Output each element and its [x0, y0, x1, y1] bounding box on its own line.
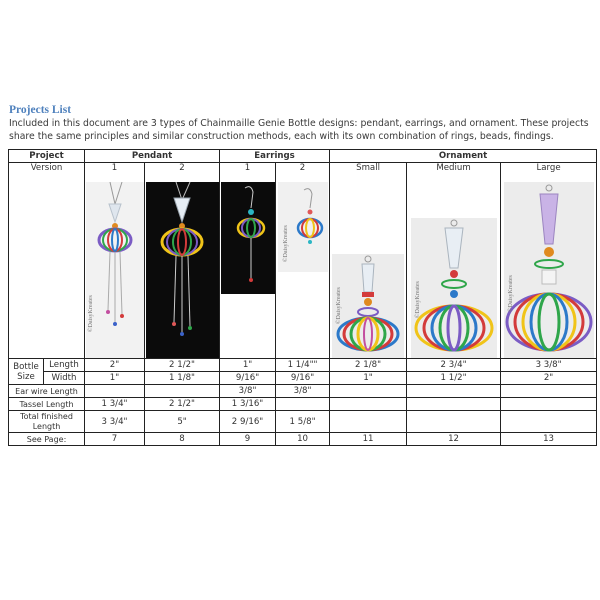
pendant-header: Pendant: [85, 150, 220, 163]
size-label: Size: [17, 371, 35, 382]
photo-cell-medium: [407, 175, 501, 359]
version-pendant-1: 1: [85, 163, 145, 176]
version-large: Large: [501, 163, 597, 176]
total-cell: [407, 411, 501, 433]
pendant-1-photo: [86, 182, 144, 358]
header-row: [9, 150, 597, 163]
watermark: ©DaisyKreates: [87, 295, 94, 332]
see-page-cell: 10: [276, 433, 330, 446]
watermark: ©DaisyKreates: [414, 281, 421, 318]
project-header: Project: [9, 150, 85, 163]
ear-wire-cell: [145, 385, 220, 398]
width-cell: 9/16": [220, 372, 276, 385]
version-small: Small: [330, 163, 407, 176]
length-cell: 2": [85, 359, 145, 372]
tassel-cell: 1 3/4": [85, 398, 145, 411]
ear-wire-cell: [85, 385, 145, 398]
see-page-cell: 11: [330, 433, 407, 446]
see-page-label: See Page:: [9, 433, 85, 446]
version-earrings-1: 1: [220, 163, 276, 176]
version-label: Version: [9, 163, 85, 359]
ear-wire-cell: 3/8": [276, 385, 330, 398]
total-cell: 5": [145, 411, 220, 433]
width-label: Width: [44, 372, 85, 385]
width-cell: 1": [330, 372, 407, 385]
intro-paragraph: Included in this document are 3 types of Chainmaille Genie Bottle designs: pendant, earrings, and ornament. These projects share the same principles and similar construction methods, each with its own combination of rings, beads, findings.: [9, 118, 589, 142]
pendant-2-photo: [146, 182, 219, 358]
total-cell: 1 5/8": [276, 411, 330, 433]
document-page: [8, 104, 596, 446]
version-medium: Medium: [407, 163, 501, 176]
projects-table: [8, 149, 597, 446]
photo-cell-pendant-1: [85, 175, 145, 359]
ear-wire-cell: [501, 385, 597, 398]
tassel-cell: [330, 398, 407, 411]
width-cell: 2": [501, 372, 597, 385]
photo-cell-earrings-2: [276, 175, 330, 359]
width-cell: 1 1/2": [407, 372, 501, 385]
see-page-cell: 9: [220, 433, 276, 446]
see-page-cell: 8: [145, 433, 220, 446]
ear-wire-cell: [407, 385, 501, 398]
photo-row: [9, 175, 597, 359]
ear-wire-cell: [330, 385, 407, 398]
width-cell: 9/16": [276, 372, 330, 385]
length-cell: 2 1/2": [145, 359, 220, 372]
ear-wire-row: [9, 385, 597, 398]
tassel-cell: [276, 398, 330, 411]
total-row: [9, 411, 597, 433]
bottle-size-label: [9, 359, 44, 385]
see-page-cell: 7: [85, 433, 145, 446]
ornament-large-photo: [504, 182, 594, 358]
length-cell: 1 1/4"": [276, 359, 330, 372]
watermark: ©DaisyKreates: [282, 225, 289, 262]
photo-cell-pendant-2: [145, 175, 220, 359]
total-cell: [501, 411, 597, 433]
tassel-cell: [501, 398, 597, 411]
tassel-cell: 1 3/16": [220, 398, 276, 411]
see-page-row: [9, 433, 597, 446]
length-cell: 1": [220, 359, 276, 372]
see-page-cell: 13: [501, 433, 597, 446]
length-cell: 3 3/8": [501, 359, 597, 372]
width-row: [9, 372, 597, 385]
ornament-small-photo: [332, 254, 404, 358]
see-page-cell: 12: [407, 433, 501, 446]
ear-wire-label: Ear wire Length: [9, 385, 85, 398]
tassel-cell: [407, 398, 501, 411]
ornament-medium-photo: [411, 218, 497, 358]
earrings-header: Earrings: [220, 150, 330, 163]
total-cell: 3 3/4": [85, 411, 145, 433]
width-cell: 1": [85, 372, 145, 385]
photo-cell-earrings-1: [220, 175, 276, 359]
length-cell: 2 1/8": [330, 359, 407, 372]
version-earrings-2: 2: [276, 163, 330, 176]
version-pendant-2: 2: [145, 163, 220, 176]
ornament-header: Ornament: [330, 150, 597, 163]
total-cell: 2 9/16": [220, 411, 276, 433]
width-cell: 1 1/8": [145, 372, 220, 385]
section-heading: Projects List: [9, 104, 72, 116]
tassel-label: Tassel Length: [9, 398, 85, 411]
length-cell: 2 3/4": [407, 359, 501, 372]
watermark: ©DaisyKreates: [507, 275, 514, 312]
version-row: [9, 163, 597, 176]
photo-cell-large: [501, 175, 597, 359]
bottle-label: Bottle: [13, 361, 39, 372]
total-cell: [330, 411, 407, 433]
ear-wire-cell: 3/8": [220, 385, 276, 398]
length-label: Length: [44, 359, 85, 372]
watermark: ©DaisyKreates: [336, 287, 343, 324]
tassel-row: [9, 398, 597, 411]
tassel-cell: 2 1/2": [145, 398, 220, 411]
photo-cell-small: [330, 175, 407, 359]
earrings-1-photo: [221, 182, 275, 358]
earrings-2-photo: [278, 182, 328, 358]
length-row: [9, 359, 597, 372]
total-label: Total finished Length: [9, 411, 85, 433]
